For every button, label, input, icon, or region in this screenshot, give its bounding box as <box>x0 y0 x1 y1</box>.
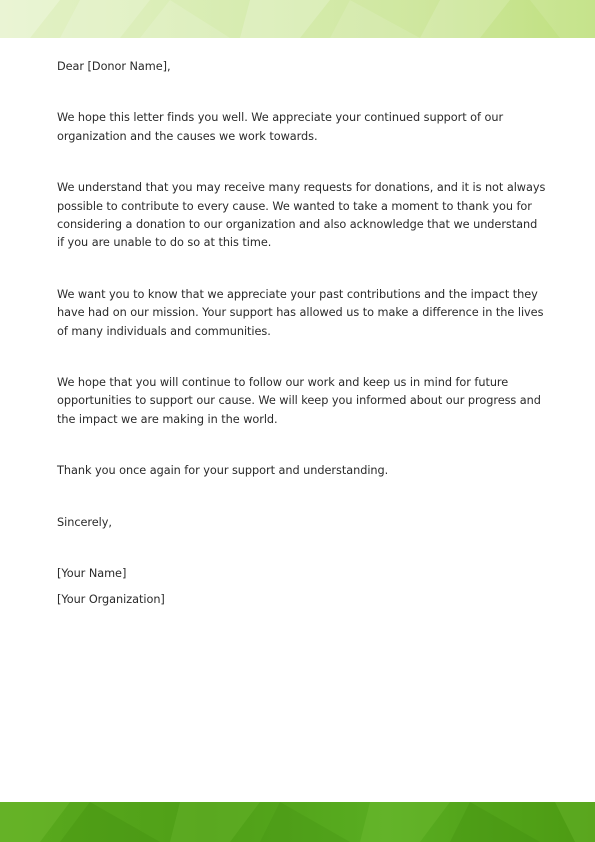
signature-organization: [Your Organization] <box>57 592 165 606</box>
letter-paragraph-4: We hope that you will continue to follow our work and keep us in mind for future opportunities to support our cause. We will keep you informed about our progress and the impact we are making in the world. <box>57 376 541 426</box>
footer-decorative-band <box>0 802 595 842</box>
letter-paragraph-3: We want you to know that we appreciate your past contributions and the impact they have had on our mission. Your support has allowed us to make a difference in the lives of many individuals and communities. <box>57 287 544 338</box>
letter-paragraph-5: Thank you once again for your support and understanding. <box>57 464 389 478</box>
letter-body <box>57 58 547 609</box>
footer-pattern <box>0 802 595 842</box>
header-decorative-band <box>0 0 595 38</box>
letter-salutation: Dear [Donor Name], <box>57 60 171 73</box>
letter-paragraph-2: We understand that you may receive many requests for donations, and it is not always possible to contribute to every cause. We wanted to take a moment to thank you for considering a donation to our organization and also acknowledge that we understand if you are unable to do so at this time. <box>57 181 546 250</box>
letter-closing: Sincerely, <box>57 515 112 529</box>
signature-name: [Your Name] <box>57 567 127 581</box>
header-pattern <box>0 0 595 38</box>
letter-paragraph-1: We hope this letter finds you well. We appreciate your continued support of our organization and the causes we work towards. <box>57 111 504 143</box>
